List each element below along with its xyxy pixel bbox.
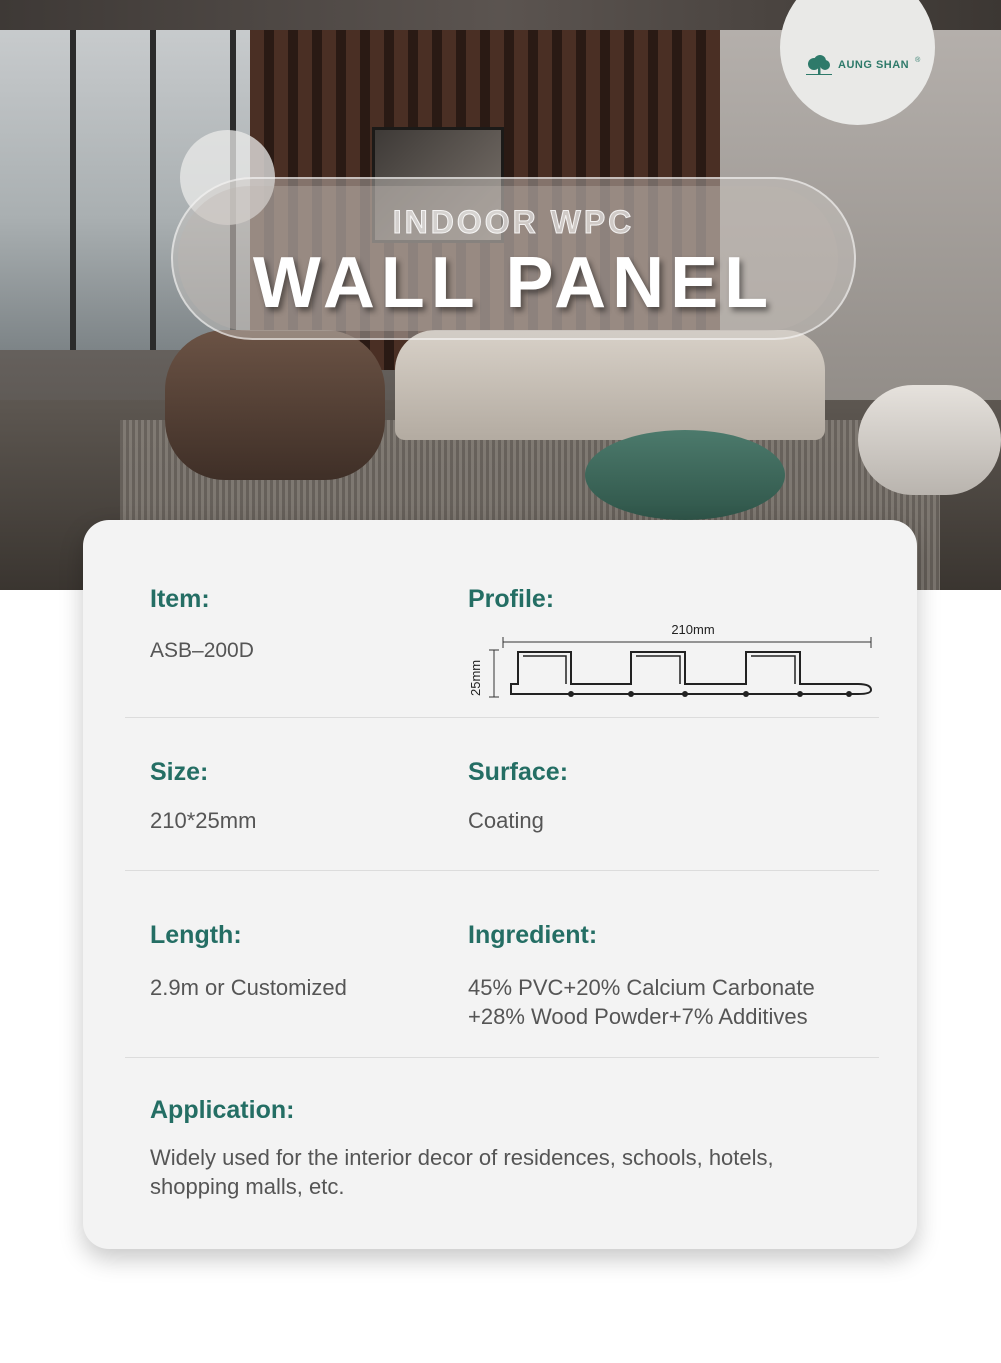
profile-height-label: 25mm	[468, 659, 483, 696]
pouf	[858, 385, 1001, 495]
surface-value: Coating	[468, 808, 544, 833]
hero-subtitle: INDOOR WPC	[392, 204, 635, 240]
brand-name: AUNG SHAN	[838, 59, 910, 71]
divider	[125, 870, 879, 871]
ingredient-value-line1: 45% PVC+20% Calcium Carbonate	[468, 975, 815, 1000]
profile-width-label: 210mm	[671, 622, 715, 637]
hero-title: WALL PANEL	[252, 243, 775, 323]
divider	[125, 717, 879, 718]
ingredient-value-line2: +28% Wood Powder+7% Additives	[468, 1004, 808, 1029]
ingredient-label: Ingredient:	[468, 921, 598, 949]
surface-label: Surface:	[468, 758, 569, 786]
profile-label: Profile:	[468, 585, 555, 613]
tree-logo-icon	[806, 55, 832, 75]
profile-diagram	[463, 620, 883, 710]
application-label: Application:	[150, 1096, 295, 1124]
brand-logo	[806, 55, 920, 75]
item-label: Item:	[150, 585, 210, 613]
item-value: ASB–200D	[150, 639, 254, 662]
lounge-chair	[165, 330, 385, 480]
application-value-line2: shopping malls, etc.	[150, 1174, 345, 1199]
coffee-table	[585, 430, 785, 520]
divider	[125, 1057, 879, 1058]
size-label: Size:	[150, 758, 209, 786]
size-value: 210*25mm	[150, 808, 257, 833]
length-value: 2.9m or Customized	[150, 975, 347, 1000]
registered-mark: ®	[915, 56, 921, 64]
length-label: Length:	[150, 921, 242, 949]
sofa	[395, 330, 825, 440]
application-value-line1: Widely used for the interior decor of residences, schools, hotels,	[150, 1145, 774, 1170]
